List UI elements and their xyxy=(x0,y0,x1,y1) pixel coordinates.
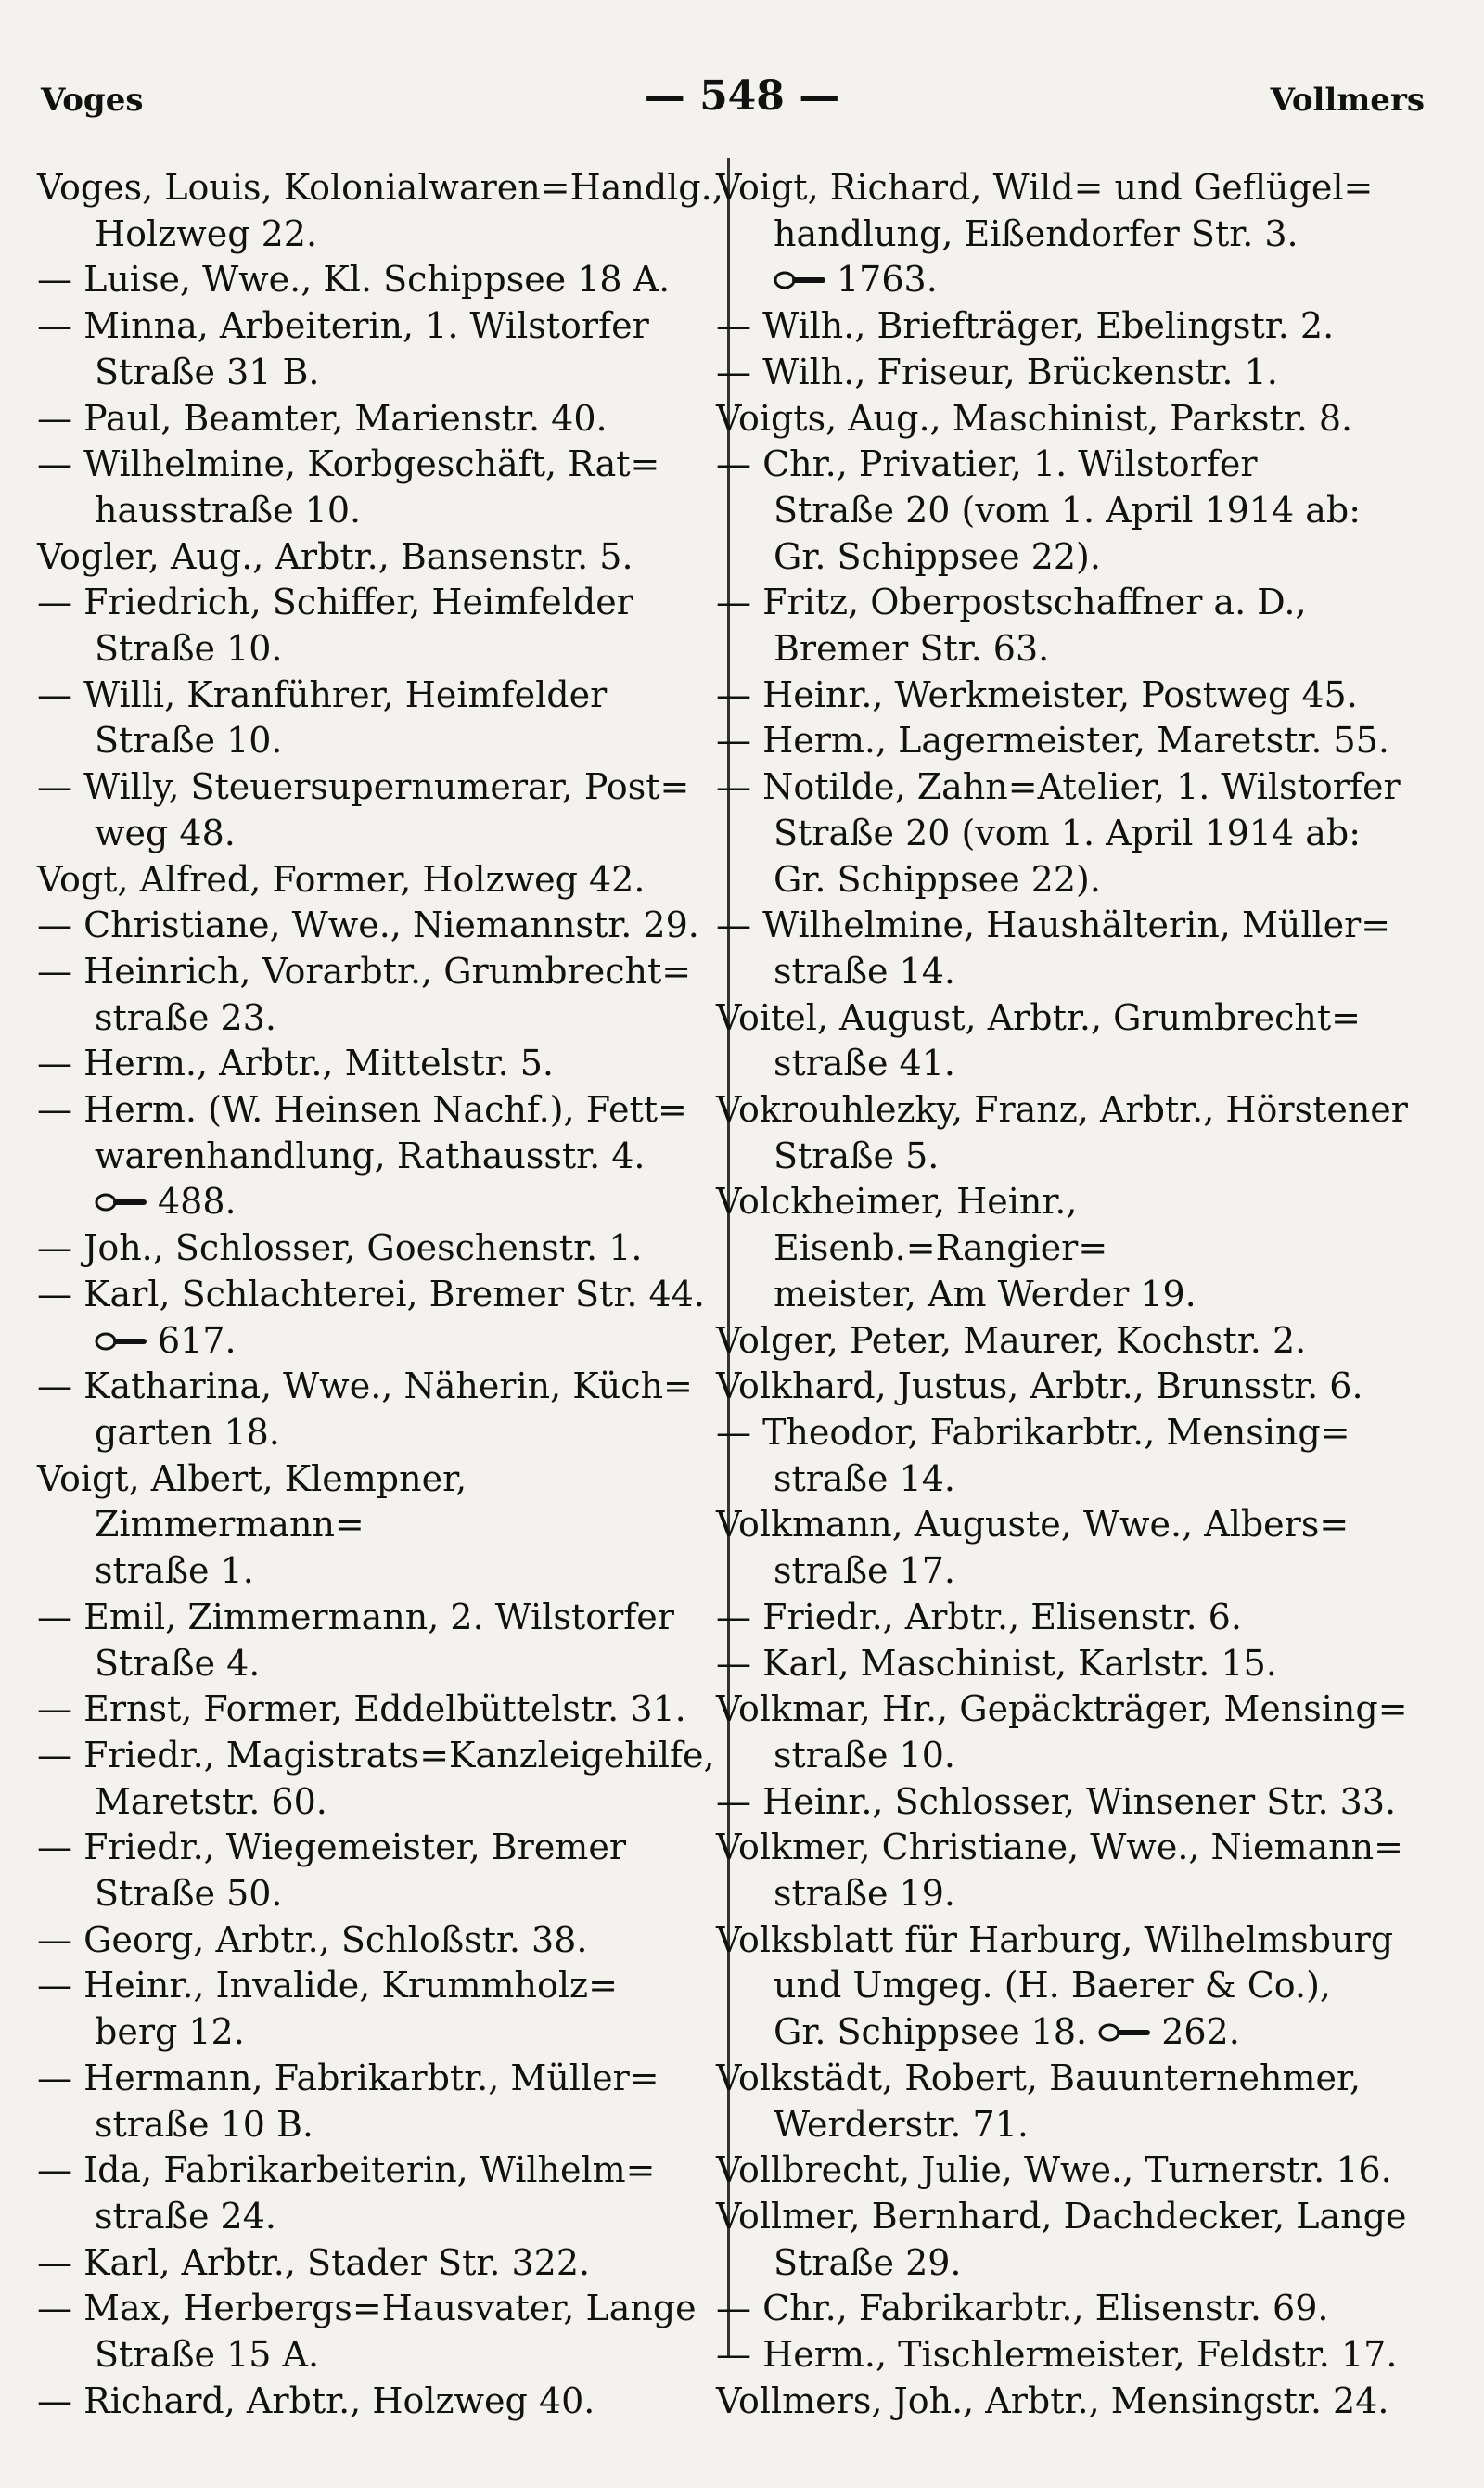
directory-entry: — Max, Herbergs=Hausvater, Lange Straße 15 A. xyxy=(37,2288,697,2376)
directory-entry: — Herm., Lagermeister, Maretstr. 55. xyxy=(716,720,1389,762)
header-left-keyword: Voges xyxy=(41,82,144,119)
directory-entry: Voigts, Aug., Maschinist, Parkstr. 8. xyxy=(716,397,1353,439)
directory-entry: — Karl, Arbtr., Stader Str. 322. xyxy=(37,2241,591,2283)
right-column xyxy=(716,165,1414,2424)
directory-entry: — Minna, Arbeiterin, 1. Wilstorfer Straße 31 B. xyxy=(37,305,649,392)
directory-entry: — Karl, Maschinist, Karlstr. 15. xyxy=(716,1642,1277,1684)
directory-entry: Vokrouhlezky, Franz, Arbtr., Hörstener Straße 5. xyxy=(716,1089,1408,1176)
directory-entry: — Karl, Schlachterei, Bremer Str. 44. 617. xyxy=(37,1272,723,1364)
directory-entry: Volkhard, Justus, Arbtr., Brunsstr. 6. xyxy=(716,1366,1363,1407)
directory-entry: Volger, Peter, Maurer, Kochstr. 2. xyxy=(716,1319,1307,1361)
directory-entry: — Chr., Privatier, 1. Wilstorfer Straße 20 (vom 1. April 1914 ab: Gr. Schippsee 22). xyxy=(716,443,1362,577)
directory-entry: — Theodor, Fabrikarbtr., Mensing= straße 14. xyxy=(716,1411,1350,1499)
directory-entry: — Christiane, Wwe., Niemannstr. 29. xyxy=(37,904,699,946)
telephone-icon xyxy=(774,257,837,303)
directory-entry: — Notilde, Zahn=Atelier, 1. Wilstorfer Straße 20 (vom 1. April 1914 ab: Gr. Schippsee 22). xyxy=(716,766,1401,900)
directory-entry: Volkmann, Auguste, Wwe., Albers= straße 17. xyxy=(716,1504,1350,1592)
directory-entry: Vollmers, Joh., Arbtr., Mensingstr. 24. xyxy=(716,2379,1389,2421)
directory-entry: Voges, Louis, Kolonialwaren=Handlg., Holzweg 22. xyxy=(37,167,723,254)
directory-entry: — Richard, Arbtr., Holzweg 40. xyxy=(37,2379,595,2421)
directory-entry: — Ernst, Former, Eddelbüttelstr. 31. xyxy=(37,1688,686,1730)
directory-entry: Vollmer, Bernhard, Dachdecker, Lange Straße 29. xyxy=(716,2195,1407,2283)
directory-entry: Vollbrecht, Julie, Wwe., Turnerstr. 16. xyxy=(716,2149,1392,2191)
directory-entry: — Herm., Arbtr., Mittelstr. 5. xyxy=(37,1043,554,1084)
directory-entry: Volksblatt für Harburg, Wilhelmsburg und Umgeg. (H. Baerer & Co.), Gr. Schippsee 18. 262. xyxy=(716,1917,1414,2056)
directory-entry: — Willi, Kranführer, Heimfelder Straße 10. xyxy=(37,673,608,762)
directory-entry: — Ida, Fabrikarbeiterin, Wilhelm= straße 24. xyxy=(37,2149,656,2237)
directory-entry: Vogt, Alfred, Former, Holzweg 42. xyxy=(37,858,646,900)
directory-entry: — Friedr., Arbtr., Elisenstr. 6. xyxy=(716,1596,1242,1637)
directory-entry: — Friedr., Wiegemeister, Bremer Straße 50. xyxy=(37,1827,626,1915)
directory-entry: — Wilh., Friseur, Brückenstr. 1. xyxy=(716,351,1278,392)
directory-entry: — Herm. (W. Heinsen Nachf.), Fett= warenhandlung, Rathausstr. 4. 488. xyxy=(37,1087,723,1225)
directory-entry: — Herm., Tischlermeister, Feldstr. 17. xyxy=(716,2334,1398,2376)
directory-entry: — Luise, Wwe., Kl. Schippsee 18 A. xyxy=(37,259,671,301)
directory-entry: Voigt, Albert, Klempner, Zimmermann= straße 1. xyxy=(37,1457,467,1592)
directory-entry: Volkmar, Hr., Gepäckträger, Mensing= straße 10. xyxy=(716,1688,1408,1776)
directory-entry: — Willy, Steuersupernumerar, Post= weg 48. xyxy=(37,766,690,853)
directory-entry: Vogler, Aug., Arbtr., Bansenstr. 5. xyxy=(37,535,633,577)
header-right-keyword: Vollmers xyxy=(1270,82,1425,119)
directory-entry: — Georg, Arbtr., Schloßstr. 38. xyxy=(37,1918,588,1960)
directory-entry: — Friedrich, Schiffer, Heimfelder Straße 10. xyxy=(37,582,633,670)
directory-entry: Volkmer, Christiane, Wwe., Niemann= straße 19. xyxy=(716,1827,1403,1915)
directory-entry: — Paul, Beamter, Marienstr. 40. xyxy=(37,397,608,439)
telephone-icon xyxy=(1098,2009,1161,2056)
directory-entry: — Heinr., Invalide, Krummholz= berg 12. xyxy=(37,1965,618,2053)
directory-entry: — Joh., Schlosser, Goeschenstr. 1. xyxy=(37,1227,643,1269)
directory-entry: — Katharina, Wwe., Näherin, Küch= garten 18. xyxy=(37,1366,693,1453)
left-column xyxy=(37,165,723,2424)
directory-entry: Volckheimer, Heinr., Eisenb.=Rangier= meister, Am Werder 19. xyxy=(716,1181,1196,1315)
page-header xyxy=(0,72,1484,137)
directory-entry: — Fritz, Oberpostschaffner a. D., Bremer Str. 63. xyxy=(716,582,1307,670)
directory-entry: — Friedr., Magistrats=Kanzleigehilfe, Maretstr. 60. xyxy=(37,1734,715,1822)
directory-entry: — Wilhelmine, Haushälterin, Müller= straße 14. xyxy=(716,904,1391,992)
directory-entry: — Hermann, Fabrikarbtr., Müller= straße 10 B. xyxy=(37,2057,659,2145)
directory-entry: — Emil, Zimmermann, 2. Wilstorfer Straße 4. xyxy=(37,1596,674,1684)
directory-entry: — Wilh., Briefträger, Ebelingstr. 2. xyxy=(716,305,1335,347)
directory-entry: — Heinr., Werkmeister, Postweg 45. xyxy=(716,673,1358,715)
directory-entry: — Chr., Fabrikarbtr., Elisenstr. 69. xyxy=(716,2288,1329,2329)
directory-entry: Voitel, August, Arbtr., Grumbrecht= straße 41. xyxy=(716,996,1362,1084)
page-number: — 548 — xyxy=(644,72,840,120)
telephone-icon xyxy=(95,1318,158,1365)
directory-entry: — Wilhelmine, Korbgeschäft, Rat= hausstraße 10. xyxy=(37,443,660,531)
telephone-icon xyxy=(95,1179,158,1225)
directory-entry: Volkstädt, Robert, Bauunternehmer, Werderstr. 71. xyxy=(716,2057,1362,2145)
directory-entry: Voigt, Richard, Wild= und Geflügel= handlung, Eißendorfer Str. 3. 1763. xyxy=(716,165,1414,303)
directory-entry: — Heinrich, Vorarbtr., Grumbrecht= straße 23. xyxy=(37,950,692,1038)
directory-entry: — Heinr., Schlosser, Winsener Str. 33. xyxy=(716,1780,1397,1822)
